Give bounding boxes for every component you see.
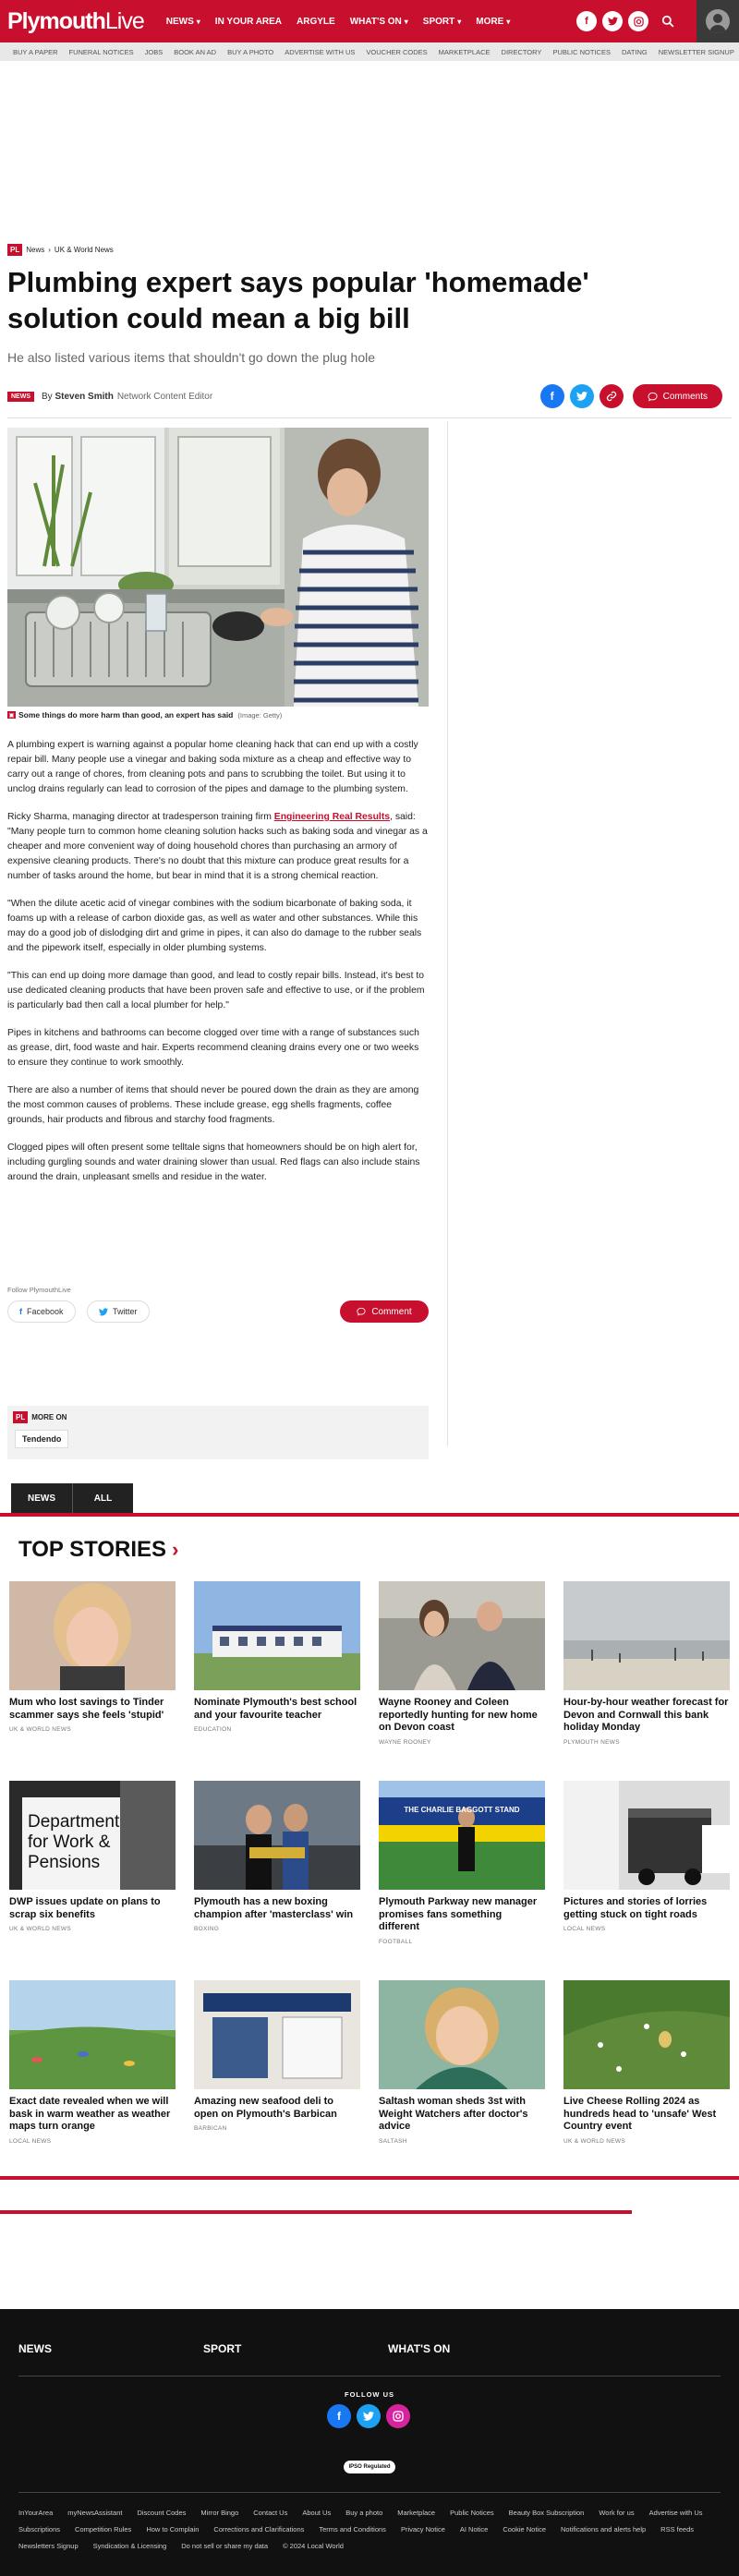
story-card[interactable] bbox=[563, 1980, 730, 2145]
story-card[interactable] bbox=[9, 1781, 176, 1932]
share-bar bbox=[540, 384, 722, 408]
chevron-down-icon: ▾ bbox=[196, 17, 200, 26]
breadcrumb bbox=[7, 244, 114, 256]
story-tag[interactable]: BOXING bbox=[194, 1926, 220, 1932]
breadcrumb-separator: › bbox=[48, 246, 51, 254]
subnav-link-10[interactable]: DATING bbox=[621, 47, 648, 56]
story-title[interactable]: Saltash woman sheds 3st with Weight Watchers after doctor's advice bbox=[379, 2096, 528, 2132]
svg-text:for Work &: for Work & bbox=[28, 1832, 111, 1852]
subnav-link-0[interactable]: BUY A PAPER bbox=[13, 47, 58, 56]
footer-link-0[interactable]: InYourArea bbox=[18, 2509, 54, 2517]
nav-item-label: IN YOUR AREA bbox=[214, 16, 283, 27]
news-tag[interactable]: NEWS bbox=[7, 392, 34, 402]
story-tag[interactable]: FOOTBALL bbox=[379, 1938, 413, 1945]
story-card[interactable] bbox=[194, 1781, 360, 1932]
nav-item-1[interactable] bbox=[208, 17, 289, 27]
more-on-text: MORE ON bbox=[31, 1413, 67, 1421]
subnav-link-2[interactable]: JOBS bbox=[144, 47, 164, 56]
comment-label: Comment bbox=[371, 1306, 412, 1317]
red-divider-2 bbox=[0, 2176, 739, 2180]
svg-text:Department: Department bbox=[28, 1812, 120, 1832]
account-button[interactable] bbox=[697, 0, 739, 42]
footer-sport[interactable]: SPORT bbox=[203, 2342, 242, 2355]
subnav-link-8[interactable]: DIRECTORY bbox=[501, 47, 542, 56]
footer-link-4[interactable]: Contact Us bbox=[253, 2509, 288, 2517]
paragraph-2 bbox=[7, 810, 429, 884]
article-standfirst: He also listed various items that shouldn't go down the plug hole bbox=[7, 350, 376, 365]
divider bbox=[7, 417, 732, 418]
author-role: Network Content Editor bbox=[116, 391, 213, 402]
comments-button[interactable] bbox=[633, 384, 722, 408]
caption-text: Some things do more harm than good, an expert has said bbox=[18, 710, 234, 720]
story-card[interactable] bbox=[9, 1581, 176, 1733]
footer-whats-on[interactable]: WHAT'S ON bbox=[388, 2342, 451, 2355]
subnav-link-1[interactable]: FUNERAL NOTICES bbox=[68, 47, 134, 56]
footer-link-5[interactable]: About Us bbox=[302, 2509, 332, 2517]
share-facebook-icon[interactable]: f bbox=[540, 384, 564, 408]
story-thumbnail[interactable] bbox=[379, 1781, 545, 1890]
tab-news[interactable]: NEWS bbox=[11, 1483, 72, 1513]
paragraph-3: "When the dilute acetic acid of vinegar combines with the sodium bicarbonate of baking soda, it foams up with a release of carbon dioxide gas, as well as water and other substances. While this may do a good job of dislodging dirt and grime in pipes, it can also do damage to the rubber seals and the pipework itself, especially in older plumbing systems. bbox=[7, 899, 422, 953]
nav-item-label: MORE bbox=[476, 16, 504, 27]
footer-link-20[interactable]: Notifications and alerts help bbox=[561, 2525, 647, 2534]
by-label: By bbox=[42, 391, 53, 402]
article-headline: Plumbing expert says popular 'homemade' solution could mean a big bill bbox=[7, 266, 589, 334]
footer-twitter-icon[interactable] bbox=[357, 2404, 381, 2428]
byline bbox=[7, 382, 732, 410]
ipso-badge[interactable]: IPSO Regulated bbox=[344, 2461, 395, 2473]
story-card[interactable] bbox=[379, 1980, 545, 2145]
story-title[interactable]: Live Cheese Rolling 2024 as hundreds head to 'unsafe' West Country event bbox=[563, 2096, 717, 2132]
breadcrumb-uk-world[interactable]: UK & World News bbox=[54, 246, 114, 254]
subnav-link-3[interactable]: BOOK AN AD bbox=[174, 47, 217, 56]
footer-news[interactable]: NEWS bbox=[18, 2342, 52, 2355]
subnav-link-5[interactable]: ADVERTISE WITH US bbox=[285, 47, 356, 56]
caption-credit: (Image: Getty) bbox=[237, 710, 283, 720]
logo-text-b: Live bbox=[104, 7, 144, 34]
chevron-right-icon: › bbox=[172, 1538, 179, 1561]
subnav-link-6[interactable]: VOUCHER CODES bbox=[366, 47, 428, 56]
comment-button[interactable] bbox=[340, 1300, 429, 1323]
chevron-down-icon: ▾ bbox=[506, 17, 511, 26]
story-tag[interactable]: SALTASH bbox=[379, 2137, 407, 2145]
paragraph-2-text-a: Ricky Sharma, managing director at tradesperson training firm bbox=[7, 812, 274, 822]
engineering-real-results-link[interactable]: Engineering Real Results bbox=[273, 812, 391, 822]
nav-item-label: ARGYLE bbox=[297, 16, 335, 27]
story-card[interactable] bbox=[379, 1781, 545, 1945]
bottom-share-row bbox=[7, 1300, 429, 1324]
author-line bbox=[42, 392, 114, 402]
top-stories-text: TOP STORIES bbox=[18, 1537, 167, 1562]
follow-label: Follow PlymouthLive bbox=[7, 1286, 71, 1294]
chevron-down-icon: ▾ bbox=[404, 17, 408, 26]
share-facebook-button[interactable] bbox=[7, 1300, 76, 1323]
svg-text:Pensions: Pensions bbox=[28, 1853, 101, 1872]
chevron-down-icon: ▾ bbox=[457, 17, 462, 26]
footer-link-11[interactable]: Advertise with Us bbox=[648, 2509, 703, 2517]
story-card[interactable] bbox=[379, 1581, 545, 1746]
story-tag[interactable]: EDUCATION bbox=[194, 1726, 232, 1733]
comment-icon bbox=[648, 392, 658, 402]
story-title[interactable]: Amazing new seafood deli to open on Plymouth's Barbican bbox=[194, 2096, 337, 2120]
story-thumbnail[interactable] bbox=[194, 1781, 360, 1890]
top-stories-heading[interactable] bbox=[18, 1537, 178, 1563]
story-card[interactable] bbox=[9, 1980, 176, 2145]
story-card[interactable] bbox=[194, 1980, 360, 2132]
story-tag[interactable]: UK & WORLD NEWS bbox=[563, 2137, 625, 2145]
paragraph-2-text-b: , said: "Many people turn to common home cleaning solution hacks such as baking soda and vinegar as a cheaper and more convenient way of doing household chores than purchasing an armory of expensive cleaning products. There's no doubt that this mixture can produce great results for a number of tasks around the home, but bear in mind that it is a strong chemical reaction. bbox=[7, 812, 428, 881]
paragraph-4: "This can end up doing more damage than good, and lead to costly repair bills. Instead, it's best to use dedicated cleaning products that have been proven safe and effective to use, or if the problem is particularly bad then call a local plumber for help." bbox=[7, 971, 425, 1010]
share-twitter-icon[interactable] bbox=[570, 384, 594, 408]
nav-item-5[interactable] bbox=[468, 17, 517, 27]
footer-link-21[interactable]: RSS feeds bbox=[660, 2525, 695, 2534]
footer-links bbox=[18, 2509, 721, 2550]
facebook-icon: f bbox=[19, 1307, 22, 1316]
story-title[interactable]: Wayne Rooney and Coleen reportedly hunting for new home on Devon coast bbox=[379, 1697, 538, 1733]
paragraph-1: A plumbing expert is warning against a popular home cleaning hack that can end up with a costly repair bill. Many people use a vinegar and baking soda mixture as a cheap and effective way to carry out a range of chores, from cleaning pots and pans to scrubbing the toilet. But using it to unclog drains regularly can lead to corrosion of the pipes and damage to the plumbing system. bbox=[7, 740, 418, 794]
author-name[interactable] bbox=[55, 392, 113, 402]
story-tag[interactable]: LOCAL NEWS bbox=[563, 1926, 606, 1932]
sub-nav bbox=[0, 42, 739, 61]
story-thumbnail[interactable] bbox=[9, 1581, 176, 1690]
story-title[interactable]: DWP issues update on plans to scrap six benefits bbox=[9, 1896, 161, 1920]
story-thumbnail[interactable] bbox=[563, 1781, 730, 1890]
story-tag[interactable]: UK & WORLD NEWS bbox=[9, 1726, 71, 1733]
story-thumbnail[interactable] bbox=[194, 1980, 360, 2089]
breadcrumb-news[interactable]: News bbox=[26, 246, 45, 254]
share-twitter-button[interactable] bbox=[87, 1300, 150, 1323]
footer-link-24[interactable]: Do not sell or share my data bbox=[181, 2542, 269, 2550]
story-thumbnail[interactable] bbox=[9, 1781, 176, 1890]
footer-link-6[interactable]: Buy a photo bbox=[345, 2509, 383, 2517]
footer-link-23[interactable]: Syndication & Licensing bbox=[92, 2542, 167, 2550]
story-card[interactable] bbox=[194, 1581, 360, 1733]
story-tag[interactable]: LOCAL NEWS bbox=[9, 2137, 52, 2145]
author-text: Steven Smith bbox=[55, 391, 114, 402]
header-social bbox=[576, 11, 648, 31]
red-divider bbox=[0, 1513, 739, 1517]
nav-item-4[interactable] bbox=[416, 17, 468, 27]
subnav-link-7[interactable]: MARKETPLACE bbox=[438, 47, 491, 56]
story-title[interactable]: Mum who lost savings to Tinder scammer says she feels 'stupid' bbox=[9, 1697, 164, 1721]
pl-badge: PL bbox=[7, 244, 22, 256]
story-thumbnail[interactable] bbox=[9, 1980, 176, 2089]
footer-link-10[interactable]: Work for us bbox=[599, 2509, 635, 2517]
story-title[interactable]: Plymouth Parkway new manager promises fans something different bbox=[379, 1896, 538, 1932]
red-divider-3 bbox=[0, 2210, 632, 2214]
story-tag[interactable]: WAYNE ROONEY bbox=[379, 1738, 431, 1746]
nav-item-label: SPORT bbox=[422, 16, 455, 27]
story-card[interactable] bbox=[563, 1781, 730, 1932]
site-logo[interactable] bbox=[7, 8, 144, 35]
footer-link-2[interactable]: Discount Codes bbox=[137, 2509, 187, 2517]
paragraph-7: Clogged pipes will often present some telltale signs that homeowners should be on high alert for, including gurgling sounds and water draining slower than usual. Red flags can also include stains around the drain, unpleasant smells and residue in the water. bbox=[7, 1143, 420, 1182]
footer-link-3[interactable]: Mirror Bingo bbox=[200, 2509, 239, 2517]
site-header bbox=[0, 0, 739, 42]
subnav-link-4[interactable]: BUY A PHOTO bbox=[227, 47, 274, 56]
twitter-label: Twitter bbox=[113, 1307, 138, 1316]
footer-link-8[interactable]: Public Notices bbox=[450, 2509, 494, 2517]
footer-instagram-icon[interactable] bbox=[386, 2404, 410, 2428]
column-divider bbox=[447, 421, 448, 1446]
article-body bbox=[7, 738, 429, 1198]
subnav-link-11[interactable]: NEWSLETTER SIGNUP bbox=[658, 47, 734, 56]
subnav-link-9[interactable]: PUBLIC NOTICES bbox=[552, 47, 611, 56]
user-icon bbox=[706, 9, 730, 33]
story-tag[interactable]: BARBICAN bbox=[194, 2125, 227, 2132]
story-title[interactable]: Pictures and stories of lorries getting stuck on tight roads bbox=[563, 1896, 708, 1920]
nav-item-2[interactable] bbox=[289, 17, 343, 27]
instagram-icon[interactable] bbox=[628, 11, 648, 31]
more-on-badge: PL bbox=[13, 1411, 28, 1423]
story-title[interactable]: Hour-by-hour weather forecast for Devon and Cornwall this bank holiday Monday bbox=[563, 1697, 729, 1733]
footer-link-13[interactable]: Competition Rules bbox=[75, 2525, 132, 2534]
paragraph-5: Pipes in kitchens and bathrooms can become clogged over time with a range of substances such as grease, dirt, food waste and hair. Experts recommend cleaning drains every one or two weeks to ensure they continue to work smoothly. bbox=[7, 1028, 419, 1068]
story-tabs bbox=[11, 1483, 133, 1513]
footer-facebook-icon[interactable]: f bbox=[327, 2404, 351, 2428]
story-thumbnail[interactable] bbox=[379, 1581, 545, 1690]
story-tag[interactable]: PLYMOUTH NEWS bbox=[563, 1738, 620, 1746]
nav-item-label: WHAT'S ON bbox=[349, 16, 402, 27]
comments-label: Comments bbox=[662, 391, 708, 402]
footer-link-12[interactable]: Subscriptions bbox=[18, 2525, 61, 2534]
footer-link-14[interactable]: How to Complain bbox=[146, 2525, 200, 2534]
footer-link-19[interactable]: Cookie Notice bbox=[503, 2525, 547, 2534]
search-icon[interactable] bbox=[658, 11, 678, 31]
twitter-icon[interactable] bbox=[602, 11, 623, 31]
facebook-label: Facebook bbox=[27, 1307, 64, 1316]
story-card[interactable] bbox=[563, 1581, 730, 1746]
footer-link-9[interactable]: Beauty Box Subscription bbox=[508, 2509, 585, 2517]
story-title[interactable]: Exact date revealed when we will bask in warm weather as weather maps turn orange bbox=[9, 2096, 171, 2132]
topic-chip-tendendo[interactable]: Tendendo bbox=[15, 1430, 68, 1448]
footer-link-25: © 2024 Local World bbox=[283, 2542, 344, 2550]
footer-link-22[interactable]: Newsletters Signup bbox=[18, 2542, 79, 2550]
footer-link-16[interactable]: Terms and Conditions bbox=[319, 2525, 386, 2534]
nav-item-0[interactable] bbox=[159, 17, 208, 27]
story-thumbnail[interactable] bbox=[379, 1980, 545, 2089]
more-on-label bbox=[13, 1411, 67, 1423]
story-title[interactable]: Plymouth has a new boxing champion after 'masterclass' win bbox=[194, 1896, 354, 1920]
facebook-icon[interactable]: f bbox=[576, 11, 597, 31]
more-on-box bbox=[7, 1406, 429, 1459]
twitter-icon bbox=[99, 1308, 108, 1316]
footer-social bbox=[327, 2404, 410, 2428]
logo-text-a: Plymouth bbox=[7, 7, 105, 34]
footer-columns bbox=[18, 2342, 573, 2355]
nav-item-3[interactable] bbox=[343, 17, 416, 27]
nav-item-label: NEWS bbox=[165, 16, 194, 27]
story-title[interactable]: Nominate Plymouth's best school and your favourite teacher bbox=[194, 1697, 357, 1721]
story-thumbnail[interactable] bbox=[563, 1980, 730, 2089]
follow-us-label: FOLLOW US bbox=[345, 2390, 394, 2399]
tab-all[interactable]: ALL bbox=[72, 1483, 133, 1513]
footer-link-15[interactable]: Corrections and Clarifications bbox=[213, 2525, 305, 2534]
ad-slot-top bbox=[0, 61, 739, 236]
footer-link-7[interactable]: Marketplace bbox=[397, 2509, 436, 2517]
paragraph-6: There are also a number of items that should never be poured down the drain as they are among the most common causes of problems. These include grease, egg shells fragments, coffee grounds, hair products and fibrous and starchy food fragments. bbox=[7, 1085, 419, 1125]
footer-divider-2 bbox=[18, 2492, 721, 2493]
copy-link-icon[interactable] bbox=[600, 384, 624, 408]
comment-icon bbox=[357, 1307, 366, 1316]
story-tag[interactable]: UK & WORLD NEWS bbox=[9, 1926, 71, 1932]
hero-image bbox=[7, 428, 429, 707]
svg-text:THE CHARLIE BAGGOTT STAND: THE CHARLIE BAGGOTT STAND bbox=[404, 1806, 520, 1814]
footer-link-18[interactable]: AI Notice bbox=[459, 2525, 489, 2534]
camera-icon: ▣ bbox=[8, 712, 15, 719]
image-caption bbox=[7, 710, 282, 720]
footer-link-17[interactable]: Privacy Notice bbox=[400, 2525, 445, 2534]
main-nav bbox=[159, 17, 518, 27]
story-thumbnail[interactable] bbox=[563, 1581, 730, 1690]
story-thumbnail[interactable] bbox=[194, 1581, 360, 1690]
footer-link-1[interactable]: myNewsAssistant bbox=[67, 2509, 123, 2517]
site-footer bbox=[0, 2309, 739, 2576]
